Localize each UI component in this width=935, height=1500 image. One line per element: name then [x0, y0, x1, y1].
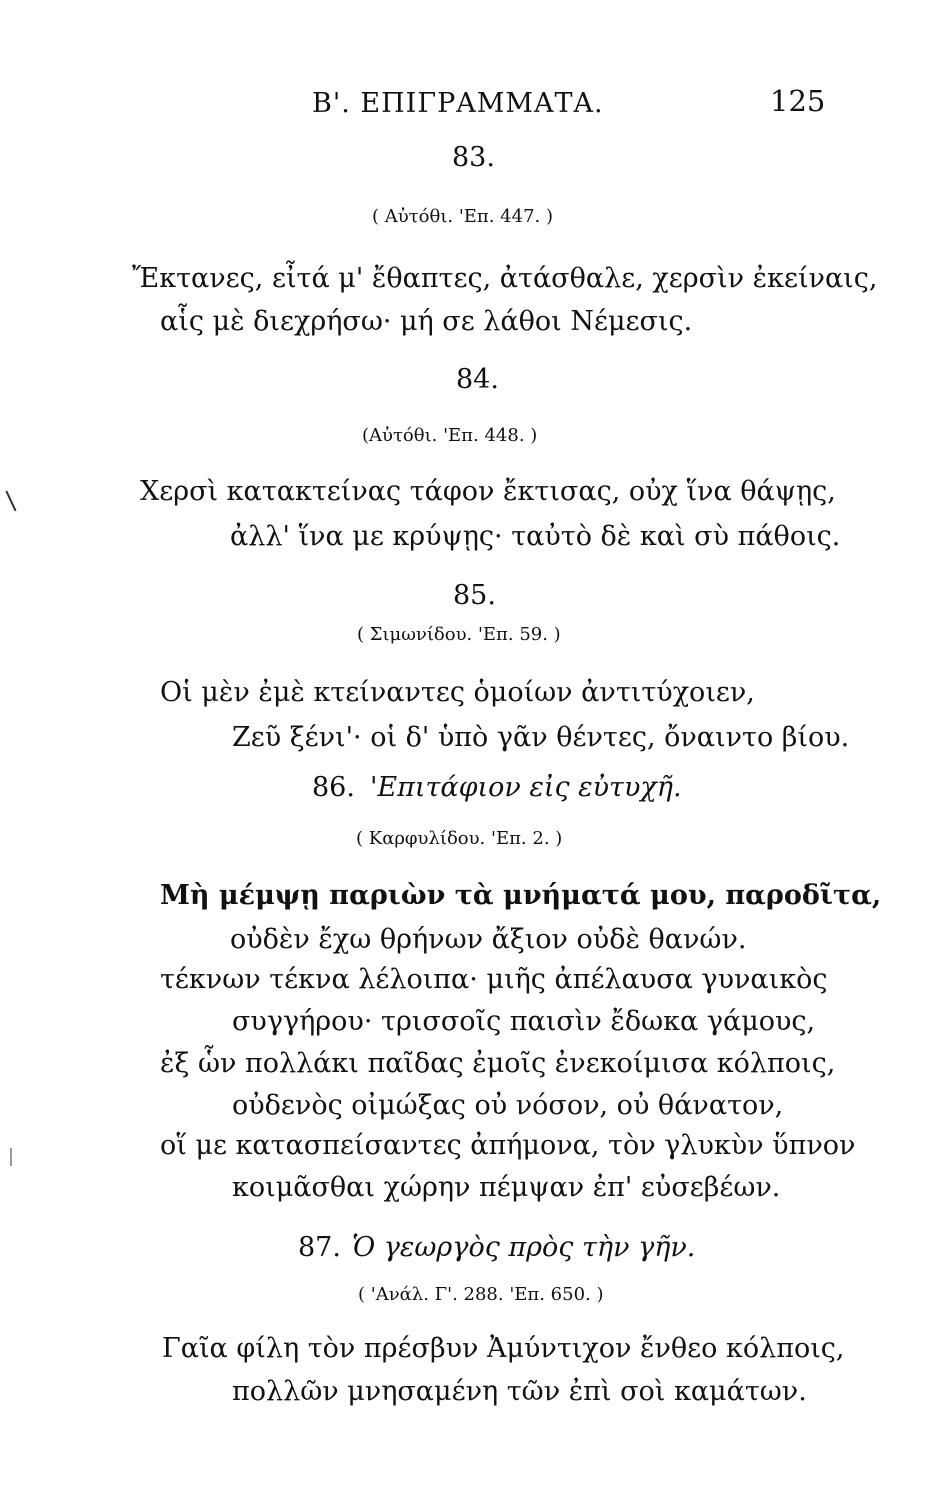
verse-line: οἵ με κατασπείσαντες ἀπήμονα, τὸν γλυκὺν ὕπνον: [160, 1130, 856, 1161]
verse-line: Μὴ μέμψῃ παριὼν τὰ μνήματά μου, παροδῖτα,: [160, 880, 882, 911]
scan-mark: [10, 1148, 12, 1166]
verse-line: ἀλλ' ἵνα με κρύψῃς· ταὐτὸ δὲ καὶ σὺ πάθοις.: [230, 521, 841, 552]
verse-line: πολλῶν μνησαμένη τῶν ἐπὶ σοὶ καμάτων.: [232, 1376, 807, 1407]
verse-line: Ζεῦ ξένι'· οἱ δ' ὑπὸ γᾶν θέντες, ὄναιντο βίου.: [232, 722, 850, 753]
epigram-title: Ὁ γεωργὸς πρὸς τὴν γῆν.: [352, 1232, 696, 1263]
epigram-number: 83.: [452, 142, 495, 173]
epigram-source: ( Σιμωνίδου. 'Επ. 59. ): [357, 624, 561, 645]
epigram-number: 87.: [298, 1232, 341, 1263]
verse-line: Οἱ μὲν ἐμὲ κτείναντες ὁμοίων ἀντιτύχοιεν,: [160, 677, 755, 708]
verse-line: Γαῖα φίλη τὸν πρέσβυν Ἀμύντιχον ἔνθεο κόλποις,: [162, 1333, 845, 1364]
running-title: Β'. ΕΠΙΓΡΑΜΜΑΤΑ.: [312, 88, 604, 119]
verse-line: συγγήρου· τρισσοῖς παισὶν ἔδωκα γάμους,: [232, 1006, 816, 1037]
epigram-source: ( Καρφυλίδου. 'Επ. 2. ): [356, 828, 563, 849]
verse-line: Χερσὶ κατακτείνας τάφον ἔκτισας, οὐχ ἵνα θάψῃς,: [140, 476, 836, 507]
epigram-source: ( 'Ανάλ. Γ'. 288. 'Επ. 650. ): [358, 1284, 604, 1305]
epigram-title: 'Επιτάφιον εἰς εὐτυχῆ.: [370, 772, 682, 803]
epigram-number: 85.: [453, 580, 496, 611]
epigram-source: (Αὐτόθι. 'Επ. 448. ): [362, 425, 538, 446]
verse-line: Ἔκτανες, εἶτά μ' ἔθαπτες, ἀτάσθαλε, χερσὶν ἐκείναις,: [132, 263, 878, 294]
verse-line: οὐδενὸς οἰμώξας οὐ νόσον, οὐ θάνατον,: [232, 1090, 784, 1121]
verse-line: οὐδὲν ἔχω θρήνων ἄξιον οὐδὲ θανών.: [230, 924, 747, 955]
scan-mark: [5, 491, 16, 512]
epigram-number: 86.: [312, 772, 355, 803]
verse-line: τέκνων τέκνα λέλοιπα· μιῆς ἀπέλαυσα γυναικὸς: [160, 964, 828, 995]
verse-line: αἷς μὲ διεχρήσω· μή σε λάθοι Νέμεσις.: [160, 306, 693, 337]
verse-line: κοιμᾶσθαι χώρην πέμψαν ἐπ' εὐσεβέων.: [232, 1172, 781, 1203]
page-number: 125: [770, 84, 826, 118]
epigram-number: 84.: [456, 364, 499, 395]
verse-line: ἐξ ὧν πολλάκι παῖδας ἐμοῖς ἐνεκοίμισα κόλποις,: [160, 1048, 836, 1079]
epigram-source: ( Αὐτόθι. 'Επ. 447. ): [372, 206, 554, 227]
